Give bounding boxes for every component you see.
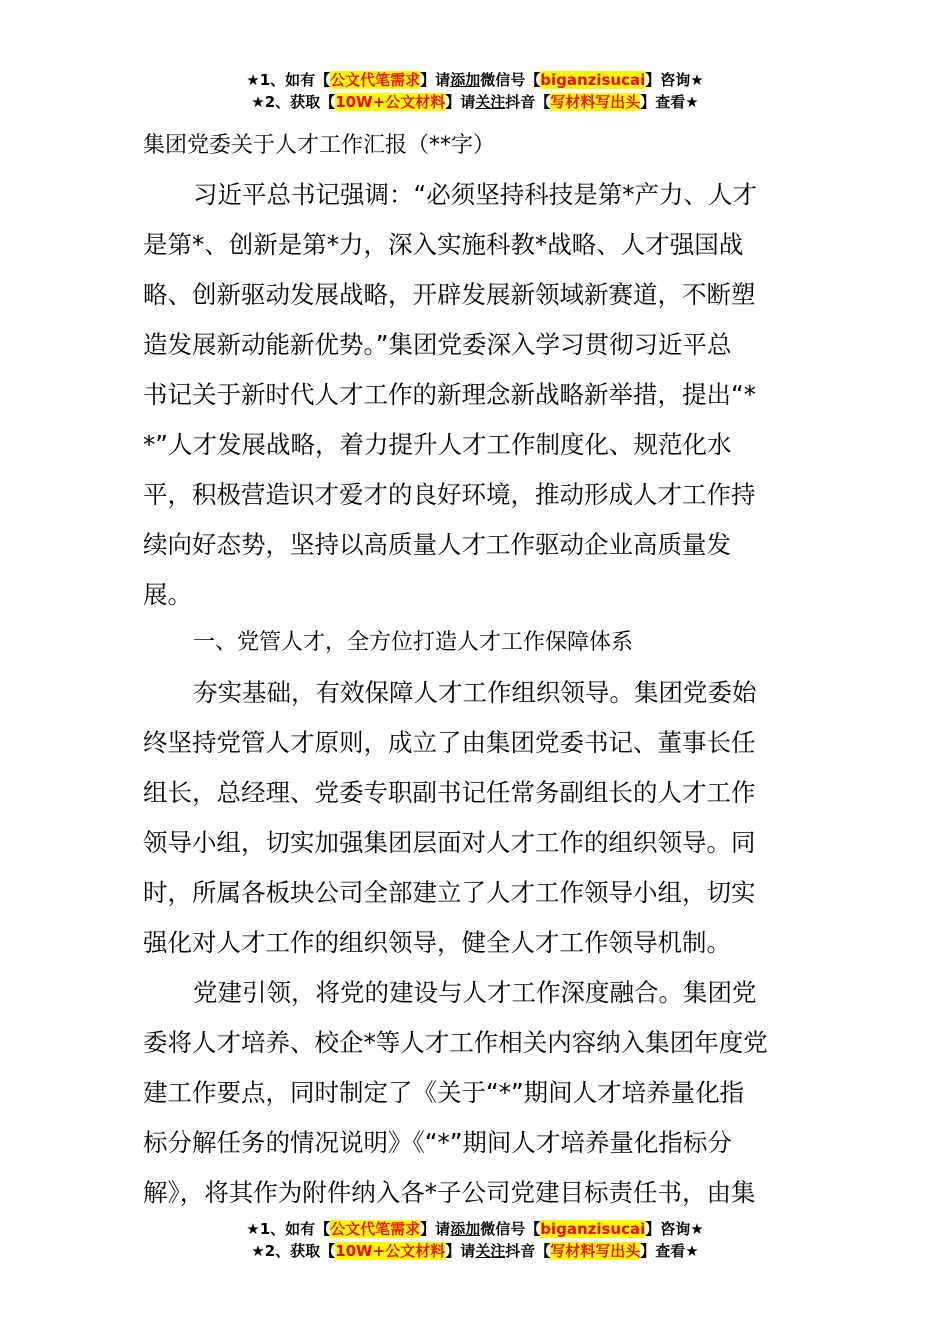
promo-text: 】请 [445, 1242, 476, 1260]
promo-highlight: 公文代笔需求 [330, 1220, 421, 1238]
document-title: 集团党委关于人才工作汇报（**字） [143, 133, 496, 158]
text-line: 党建引领，将党的建设与人才工作深度融合。集团党 [193, 978, 757, 1007]
promo-underline: 添加 [450, 71, 481, 89]
promo-text: 】查看★ [640, 93, 699, 111]
text-line: 建工作要点，同时制定了《关于“*”期间人才培养量化指 [143, 1078, 745, 1107]
promo-text: 抖音【 [505, 93, 551, 111]
text-line: 平，积极营造识才爱才的良好环境，推动形成人才工作持 [143, 480, 756, 509]
text-line: 展。 [143, 580, 192, 609]
text-line: 夯实基础，有效保障人才工作组织领导。集团党委始 [193, 678, 757, 707]
promo-underline: 关注 [475, 1242, 506, 1260]
text-line: 解》，将其作为附件纳入各*子公司党建目标责任书，由集 [143, 1178, 756, 1207]
promo-text: 微信号【 [480, 1220, 541, 1238]
promo-highlight: 10W+公文材料 [335, 1242, 446, 1260]
promo-highlight: 10W+公文材料 [335, 93, 446, 111]
promo-line-2 [0, 91, 950, 113]
text-line: 时，所属各板块公司全部建立了人才工作领导小组，切实 [143, 878, 756, 907]
promo-underline: 关注 [475, 93, 506, 111]
promo-text: ★2、获取【 [251, 93, 336, 111]
promo-line-1 [0, 69, 950, 91]
promo-text: ★1、如有【 [246, 71, 331, 89]
promo-text: 】咨询★ [645, 71, 704, 89]
section-heading-1: 一、党管人才，全方位打造人才工作保障体系 [193, 630, 634, 655]
paragraph-foundation [143, 668, 807, 968]
text-line: *”人才发展战略，着力提升人才工作制度化、规范化水 [143, 430, 732, 459]
text-line: 组长，总经理、党委专职副书记任常务副组长的人才工作 [143, 778, 756, 807]
promo-text: 】请 [445, 93, 476, 111]
promo-text: 】请 [420, 1220, 451, 1238]
text-line: 领导小组，切实加强集团层面对人才工作的组织领导。同 [143, 828, 756, 857]
promo-underline: 添加 [450, 1220, 481, 1238]
promo-highlight: biganzisucai [540, 71, 646, 89]
paragraph-intro [143, 170, 807, 620]
promo-text: ★1、如有【 [246, 1220, 331, 1238]
promo-text: 】查看★ [640, 1242, 699, 1260]
promo-highlight: 写材料写出头 [550, 93, 641, 111]
promo-highlight: 写材料写出头 [550, 1242, 641, 1260]
promo-banner-bottom [0, 1218, 950, 1262]
promo-text: ★2、获取【 [251, 1242, 336, 1260]
promo-text: 抖音【 [505, 1242, 551, 1260]
paragraph-party-building [143, 968, 807, 1218]
text-line: 造发展新动能新优势。”集团党委深入学习贯彻习近平总 [143, 330, 732, 359]
text-line: 委将人才培养、校企*等人才工作相关内容纳入集团年度党 [143, 1028, 768, 1057]
promo-highlight: biganzisucai [540, 1220, 646, 1238]
promo-text: 】请 [420, 71, 451, 89]
promo-banner-top [0, 69, 950, 113]
promo-line-2 [0, 1240, 950, 1262]
text-line: 终坚持党管人才原则，成立了由集团党委书记、董事长任 [143, 728, 756, 757]
text-line: 习近平总书记强调：“必须坚持科技是第*产力、人才 [193, 180, 757, 209]
text-line: 书记关于新时代人才工作的新理念新战略新举措，提出“* [143, 380, 756, 409]
promo-line-1 [0, 1218, 950, 1240]
promo-highlight: 公文代笔需求 [330, 71, 421, 89]
text-line: 是第*、创新是第*力，深入实施科教*战略、人才强国战 [143, 230, 744, 259]
text-line: 略、创新驱动发展战略，开辟发展新领域新赛道，不断塑 [143, 280, 756, 309]
text-line: 强化对人才工作的组织领导，健全人才工作领导机制。 [143, 928, 731, 957]
promo-text: 微信号【 [480, 71, 541, 89]
promo-text: 】咨询★ [645, 1220, 704, 1238]
text-line: 续向好态势，坚持以高质量人才工作驱动企业高质量发 [143, 530, 731, 559]
text-line: 标分解任务的情况说明》《“*”期间人才培养量化指标分 [143, 1128, 732, 1157]
